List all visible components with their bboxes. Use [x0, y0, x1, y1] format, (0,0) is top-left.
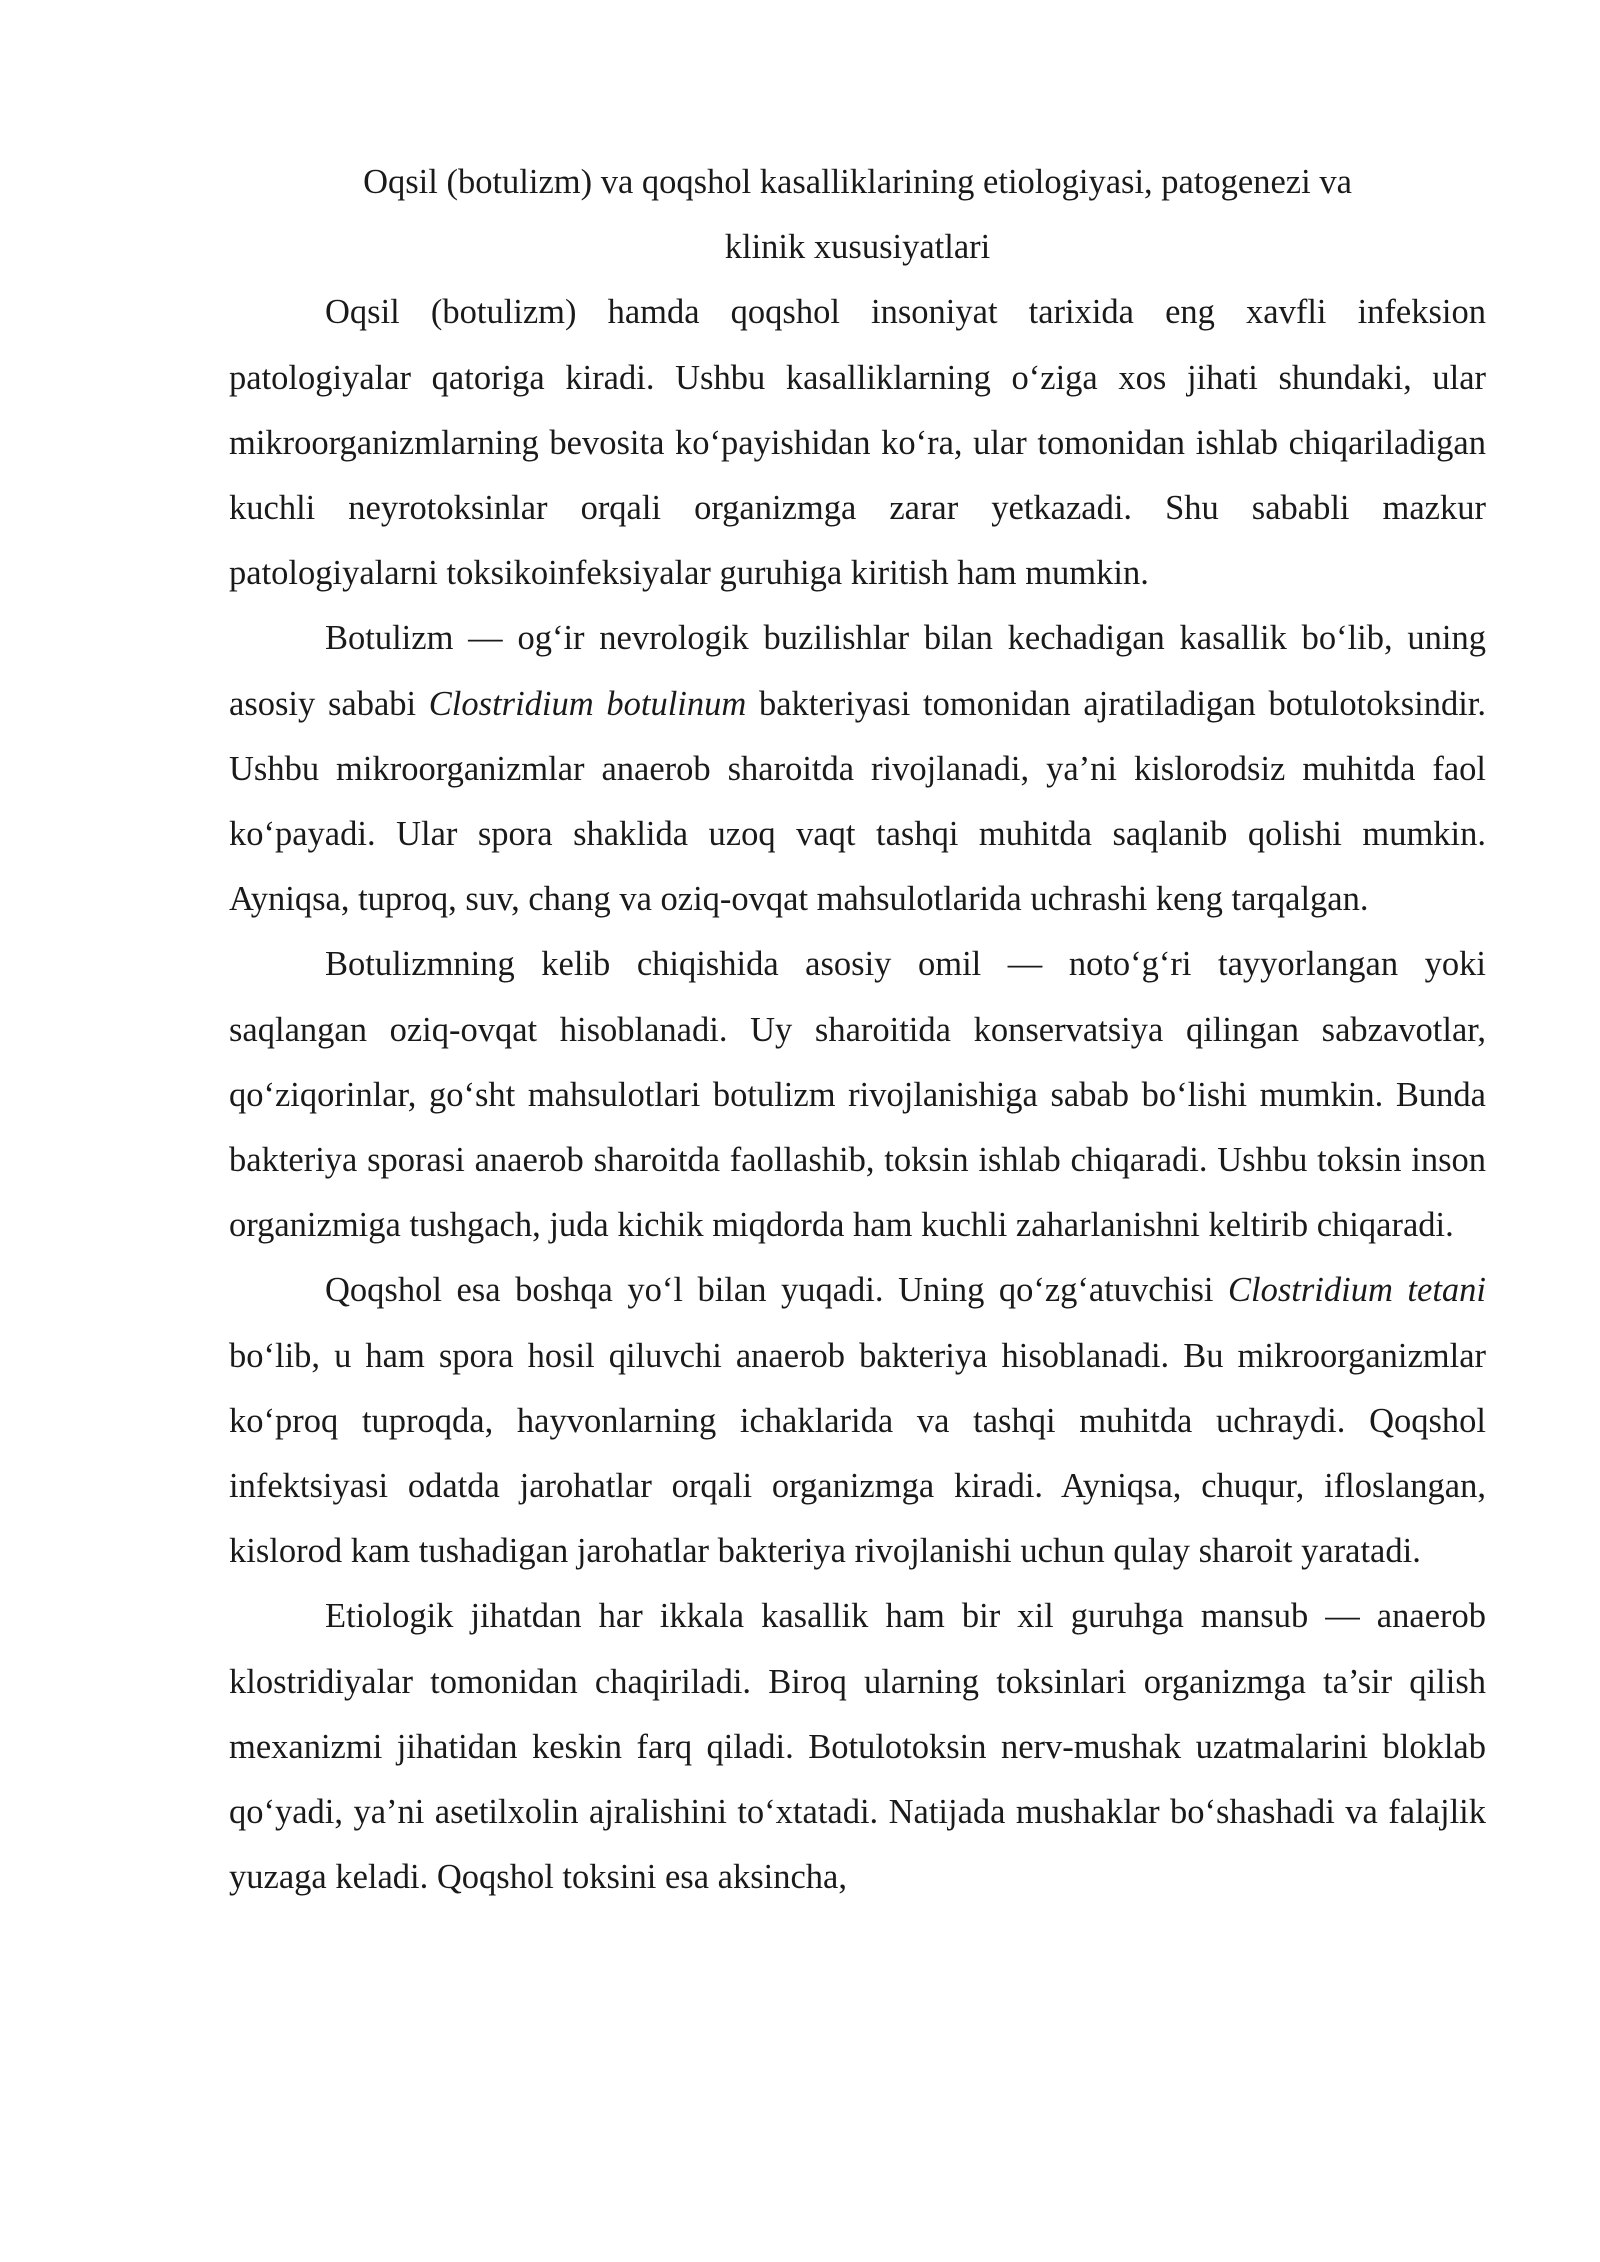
title-line-2: klinik xususiyatlari [724, 228, 991, 267]
paragraph-2 [229, 606, 1486, 932]
species-name-tetani: Clostridium tetani [1228, 1271, 1486, 1310]
document-title [229, 150, 1486, 280]
title-line-1: Oqsil (botulizm) va qoqshol kasalliklarining etiologiyasi, patogenezi va [363, 163, 1352, 201]
species-name-botulinum: Clostridium botulinum [428, 684, 747, 723]
paragraph-4 [229, 1258, 1486, 1584]
paragraph-3: Botulizmning kelib chiqishida asosiy omil — noto‘g‘ri tayyorlangan yoki saqlangan oziq-ovqat hisoblanadi. Uy sharoitida konservatsiya qilingan sabzavotlar, qo‘ziqorinlar, go‘sht mahsulotlari botulizm rivojlanishiga sabab bo‘lishi mumkin. Bunda bakteriya sporasi anaerob sharoitda faollashib, toksin ishlab chiqaradi. Ushbu toksin inson organizmiga tushgach, juda kichik miqdorda ham kuchli zaharlanishni keltirib chiqaradi. [229, 945, 1486, 1245]
document-body [229, 150, 1486, 1910]
paragraph-1: Oqsil (botulizm) hamda qoqshol insoniyat tarixida eng xavfli infeksion patologiyalar qatoriga kiradi. Ushbu kasalliklarning o‘ziga xos jihati shundaki, ular mikroorganizmlarning bevosita ko‘payishidan ko‘ra, ular tomonidan ishlab chiqariladigan kuchli neyrotoksinlar orqali organizmga zarar yetkazadi. Shu sababli mazkur patologiyalarni toksikoinfeksiyalar guruhiga kiritish ham mumkin. [229, 293, 1486, 593]
paragraph-4-text-b: bo‘lib, u ham spora hosil qiluvchi anaerob bakteriya hisoblanadi. Bu mikroorganizmlar ko‘proq tuproqda, hayvonlarning ichaklarida va tashqi muhitda uchraydi. Qoqshol infektsiyasi odatda jarohatlar orqali organizmga kiradi. Ayniqsa, chuqur, ifloslangan, kislorod kam tushadigan jarohatlar bakteriya rivojlanishi uchun qulay sharoit yaratadi. [229, 1336, 1486, 1571]
paragraph-5: Etiologik jihatdan har ikkala kasallik ham bir xil guruhga mansub — anaerob klostridiyalar tomonidan chaqiriladi. Biroq ularning toksinlari organizmga ta’sir qilish mexanizmi jihatidan keskin farq qiladi. Botulotoksin nerv-mushak uzatmalarini bloklab qo‘yadi, ya’ni asetilxolin ajralishini to‘xtatadi. Natijada mushaklar bo‘shashadi va falajlik yuzaga keladi. Qoqshol toksini esa aksincha, [229, 1597, 1486, 1897]
paragraph-2-text-b: bakteriyasi tomonidan ajratiladigan botulotoksindir. Ushbu mikroorganizmlar anaerob sharoitda rivojlanadi, ya’ni kislorodsiz muhitda faol ko‘payadi. Ular spora shaklida uzoq vaqt tashqi muhitda saqlanib qolishi mumkin. Ayniqsa, tuproq, suv, chang va oziq-ovqat mahsulotlarida uchrashi keng tarqalgan. [229, 684, 1487, 919]
paragraph-2-text-a: Botulizm — og‘ir nevrologik buzilishlar bilan kechadigan kasallik bo‘lib, uning asosiy sababi [229, 619, 1486, 723]
paragraph-4-text-a: Qoqshol esa boshqa yo‘l bilan yuqadi. Uning qo‘zg‘atuvchisi [325, 1271, 1229, 1310]
